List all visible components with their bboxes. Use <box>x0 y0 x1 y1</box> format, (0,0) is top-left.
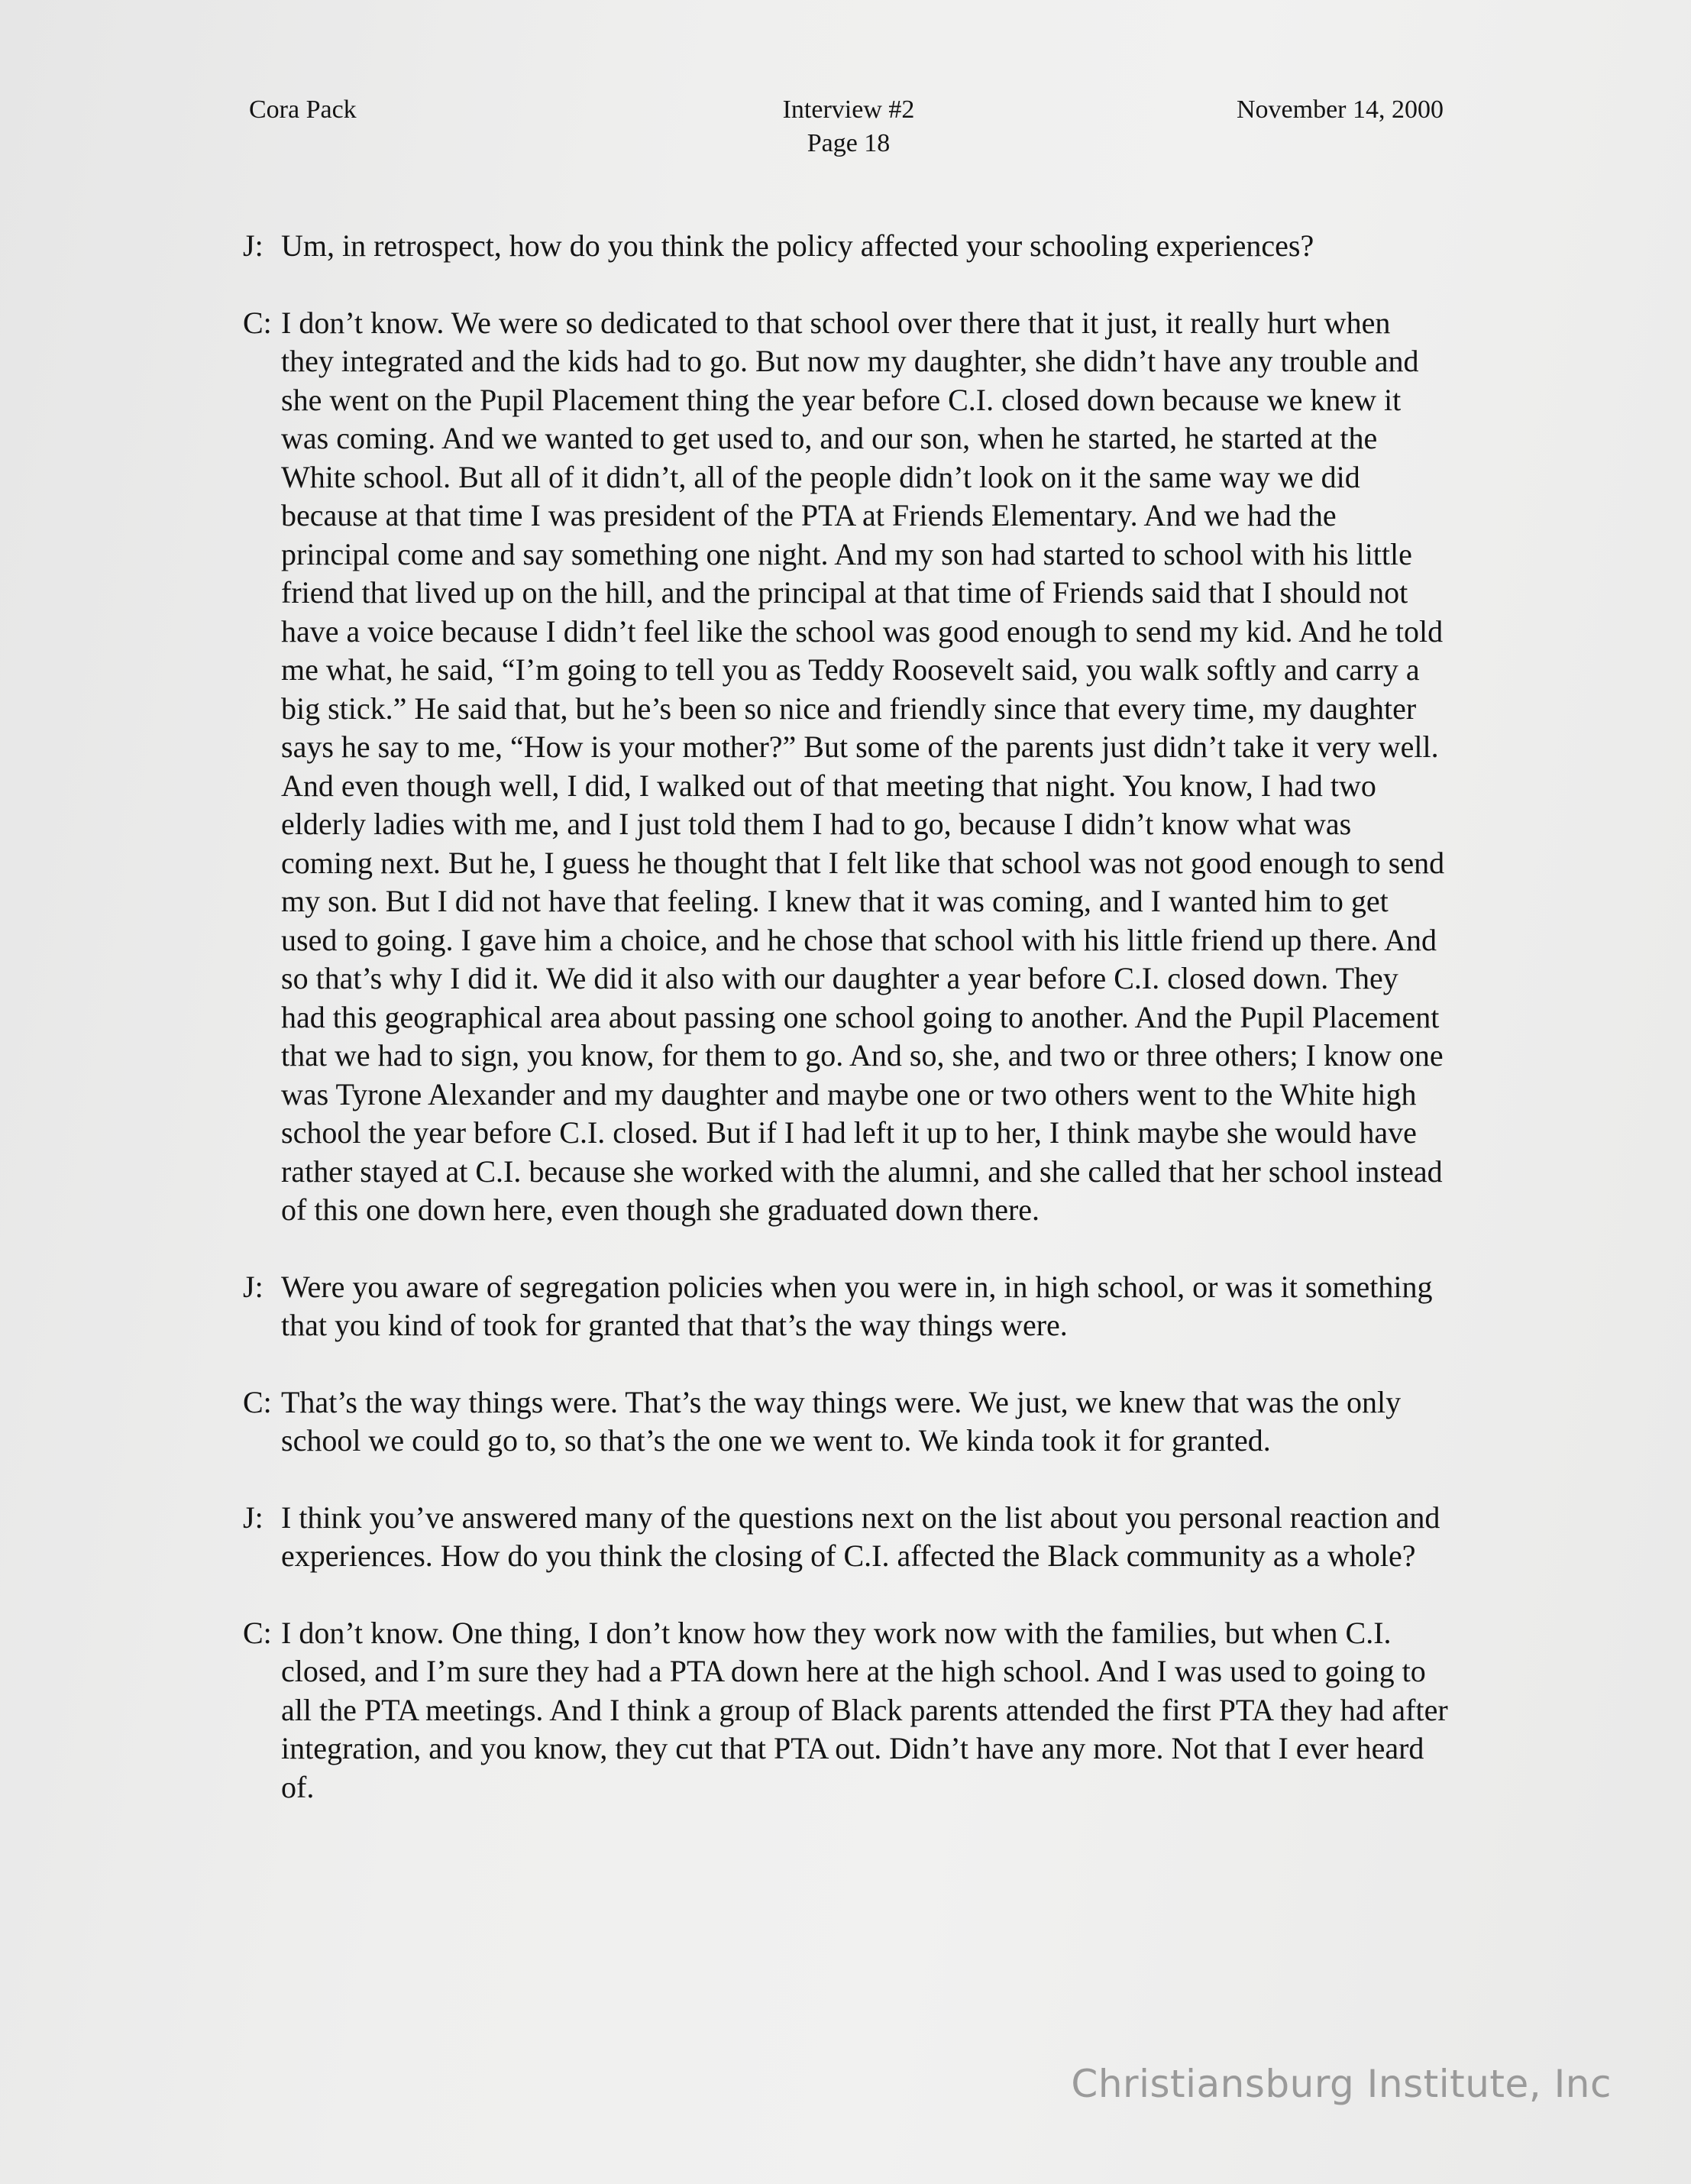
speaker-label: J: <box>243 1269 264 1304</box>
paragraph-text: I don’t know. We were so dedicated to that school over there that it just, it really hurt when they integrated and the kids had to go. But now my daughter, she didn’t have any trouble and she went on the Pupil Placement thing the year before C.I. closed down because we knew it was coming. And we wanted to get used to, and our son, when he started, he started at the White school. But all of it didn’t, all of the people didn’t look on it the same way we did because at that time I was president of the PTA at Friends Elementary. And we had the principal come and say something one night. And my son had started to school with his little friend that lived up on the hill, and the principal at that time of Friends said that I should not have a voice because I didn’t feel like the school was good enough to send my kid. And he told me what, he said, “I’m going to tell you as Teddy Roosevelt said, you walk softly and carry a big stick.” He said that, but he’s been so nice and friendly since that every time, my daughter says he say to me, “How is your mother?” But some of the parents just didn’t take it very well. And even though well, I did, I walked out of that meeting that night. You know, I had two elderly ladies with me, and I just told them I had to go, because I didn’t know what was coming next. But he, I guess he thought that I felt like that school was not good enough to send my son. But I did not have that feeling. I knew that it was coming, and I wanted him to get used to going. I gave him a choice, and he chose that school with his little friend up there. And so that’s why I did it. We did it also with our daughter a year before C.I. closed down. They had this geographical area about passing one school going to another. And the Pupil Placement that we had to sign, you know, for them to go. And so, she, and two or three others; I know one was Tyrone Alexander and my daughter and maybe one or two others went to the White high school the year before C.I. closed. But if I had left it up to her, I think maybe she would have rather stayed at C.I. because she worked with the alumni, and she called that her school instead of this one down here, even though she graduated down there. <box>281 305 1445 1227</box>
paragraph-text: Were you aware of segregation policies when you were in, in high school, or was it something that you kind of took for granted that that’s the way things were. <box>281 1269 1433 1342</box>
speaker-label: C: <box>243 1615 272 1650</box>
paragraph-text: That’s the way things were. That’s the way things were. We just, we knew that was the only school we could go to, so that’s the one we went to. We kinda took it for granted. <box>281 1384 1402 1458</box>
paragraph-text: I think you’ve answered many of the questions next on the list about you personal reaction and experiences. How do you think the closing of C.I. affected the Black community as a whole? <box>281 1500 1440 1573</box>
transcript-paragraph <box>243 304 1450 1230</box>
paragraph-text: Um, in retrospect, how do you think the policy affected your schooling experiences? <box>281 228 1314 263</box>
transcript-paragraph <box>243 1614 1450 1807</box>
interviewee-name: Cora Pack <box>249 95 357 124</box>
speaker-label: J: <box>243 1500 264 1535</box>
transcript-paragraph <box>243 1383 1450 1461</box>
transcript-body <box>243 227 1450 1845</box>
paragraph-text: I don’t know. One thing, I don’t know how they work now with the families, but when C.I. closed, and I’m sure they had a PTA down here at the high school. And I was used to going to all the PTA meetings. And I think a group of Black parents attended the first PTA they had after integration, and you know, they cut that PTA out. Didn’t have any more. Not that I ever heard of. <box>281 1615 1448 1804</box>
speaker-label: C: <box>243 305 272 340</box>
interview-date: November 14, 2000 <box>1236 95 1444 124</box>
transcript-paragraph <box>243 227 1450 266</box>
interview-info <box>768 93 929 160</box>
speaker-label: C: <box>243 1384 272 1419</box>
transcript-paragraph <box>243 1499 1450 1576</box>
speaker-label: J: <box>243 228 264 263</box>
interview-number: Interview #2 <box>782 95 915 124</box>
page-header <box>0 90 1691 167</box>
page-number: Page 18 <box>807 129 891 157</box>
transcript-paragraph <box>243 1268 1450 1345</box>
archive-watermark: Christiansburg Institute, Inc <box>1071 2062 1612 2106</box>
